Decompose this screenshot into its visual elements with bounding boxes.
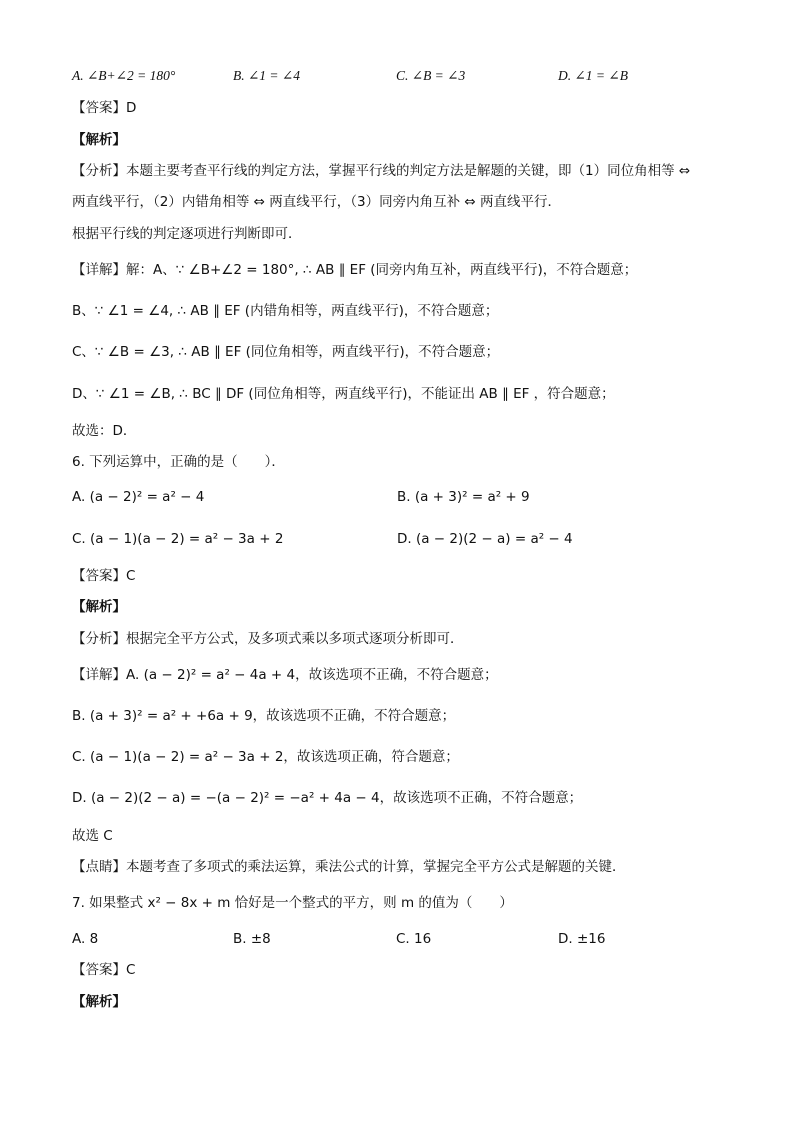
q5-detail-c: C、∵ ∠B = ∠3, ∴ AB ∥ EF (同位角相等，两直线平行)，不符合题意； (72, 344, 500, 360)
q5-detail-a: 【详解】解：A、∵ ∠B+∠2 = 180°, ∴ AB ∥ EF (同旁内角互补，两直线平行)，不符合题意； (72, 262, 638, 278)
q7-analysis-heading: 【解析】 (72, 994, 126, 1010)
q6-analysis-heading: 【解析】 (72, 599, 126, 615)
q7-option-c: C. 16 (396, 931, 432, 947)
q6-dianjing: 【点睛】本题考查了多项式的乘法运算，乘法公式的计算，掌握完全平方公式是解题的关键． (72, 859, 626, 875)
q5-analysis-heading: 【解析】 (72, 132, 126, 148)
q6-option-d: D. (a − 2)(2 − a) = a² − 4 (397, 531, 573, 547)
q7-answer: 【答案】C (72, 962, 136, 978)
q7-option-a: A. 8 (72, 931, 99, 947)
q5-conclusion: 故选：D． (72, 423, 137, 439)
q6-detail-a: 【详解】A. (a − 2)² = a² − 4a + 4，故该选项不正确，不符合题意； (72, 667, 498, 683)
q6-answer: 【答案】C (72, 568, 136, 584)
q5-fenxi-line-1: 【分析】本题主要考查平行线的判定方法，掌握平行线的判定方法是解题的关键，即（1）同位角相等 ⇔ (72, 163, 691, 179)
q5-option-a: A. ∠B+∠2 = 180° (72, 68, 176, 83)
q6-conclusion: 故选 C (72, 828, 113, 844)
q5-fenxi-line-2: 两直线平行，（2）内错角相等 ⇔ 两直线平行，（3）同旁内角互补 ⇔ 两直线平行． (72, 194, 561, 210)
q5-detail-d: D、∵ ∠1 = ∠B, ∴ BC ∥ DF (同位角相等，两直线平行)，不能证出 AB ∥ EF ，符合题意； (72, 386, 615, 402)
q7-stem: 7. 如果整式 x² − 8x + m 恰好是一个整式的平方，则 m 的值为（ ） (72, 895, 513, 911)
q6-detail-d: D. (a − 2)(2 − a) = −(a − 2)² = −a² + 4a − 4，故该选项不正确，不符合题意； (72, 790, 583, 806)
q5-option-d: D. ∠1 = ∠B (558, 68, 628, 83)
q5-answer: 【答案】D (72, 100, 137, 116)
q5-option-c: C. ∠B = ∠3 (396, 68, 466, 83)
q5-detail-b: B、∵ ∠1 = ∠4, ∴ AB ∥ EF (内错角相等，两直线平行)，不符合题意； (72, 303, 499, 319)
q6-stem: 6. 下列运算中，正确的是（ ）． (72, 454, 285, 470)
q6-option-c: C. (a − 1)(a − 2) = a² − 3a + 2 (72, 531, 284, 547)
q5-option-b: B. ∠1 = ∠4 (233, 68, 300, 83)
q7-option-b: B. ±8 (233, 931, 271, 947)
q6-detail-c: C. (a − 1)(a − 2) = a² − 3a + 2，故该选项正确，符合题意； (72, 749, 459, 765)
q6-option-a: A. (a − 2)² = a² − 4 (72, 489, 205, 505)
q6-detail-b: B. (a + 3)² = a² + +6a + 9，故该选项不正确，不符合题意； (72, 708, 456, 724)
q6-option-b: B. (a + 3)² = a² + 9 (397, 489, 530, 505)
q6-fenxi: 【分析】根据完全平方公式，及多项式乘以多项式逐项分析即可． (72, 631, 464, 647)
q5-fenxi-line-3: 根据平行线的判定逐项进行判断即可． (72, 226, 302, 242)
q7-option-d: D. ±16 (558, 931, 606, 947)
